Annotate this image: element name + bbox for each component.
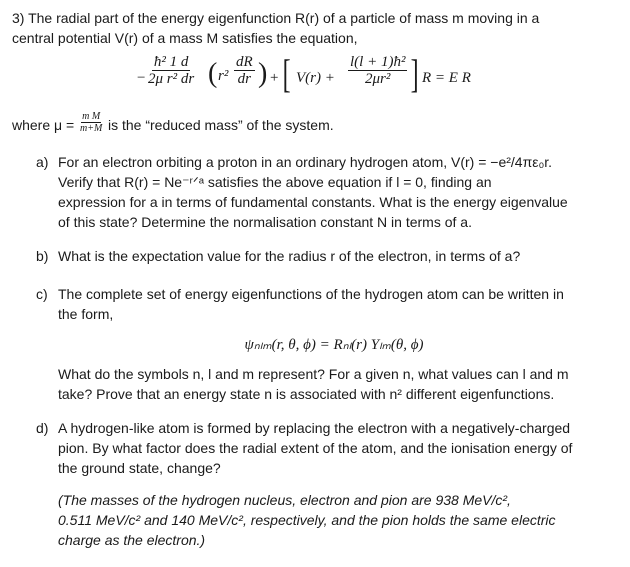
intro-line-2: central potential V(r) of a mass M satisfies the equation,	[12, 30, 358, 46]
eq-frac-dr: $\frac{dR}{dr}$	[236, 54, 253, 87]
part-d-note-1: (The masses of the hydrogen nucleus, electron and pion are 938 MeV/c²,	[58, 492, 511, 508]
eq-rparen: )	[258, 58, 268, 89]
eigenfunction-equation: ψₙₗₘ(r, θ, ϕ) = Rₙₗ(r) Yₗₘ(θ, ϕ)	[244, 337, 424, 353]
part-a-label: a)	[36, 154, 49, 170]
part-a-line-4: of this state? Determine the normalisation constant N in terms of a.	[58, 214, 472, 230]
eq-plus: +	[270, 70, 279, 86]
eq-rhs: R = E R	[422, 70, 471, 86]
part-c-line-3: What do the symbols n, l and m represent? For a given n, what values can l and m	[58, 366, 569, 382]
part-d-note-2: 0.511 MeV/c² and 140 MeV/c², respectively, and the pion holds the same electric	[58, 512, 556, 528]
intro-line-1: 3) The radial part of the energy eigenfunction R(r) of a particle of mass m moving in a	[12, 10, 540, 26]
where-frac: $\frac{\text{m M}}{m+M}$	[80, 111, 103, 134]
where-suffix: is the “reduced mass” of the system.	[108, 117, 334, 133]
part-b-label: b)	[36, 248, 49, 264]
part-c-line-4: take? Prove that an energy state n is associated with n² different eigenfunctions.	[58, 386, 555, 402]
eq-frac-hbar: $\frac{\text{ħ² 1 d}}{\text{2μ r² dr}}$	[148, 54, 195, 87]
eq-r2: r²	[218, 68, 229, 84]
part-d-line-3: the ground state, change?	[58, 460, 221, 476]
part-a-line-2: Verify that R(r) = Ne⁻ʳᐟᵃ satisfies the above equation if l = 0, finding an	[58, 174, 492, 190]
part-b-line-1: What is the expectation value for the radius r of the electron, in terms of a?	[58, 248, 521, 264]
eq-frac-l: $\frac{\text{l(l + 1)ħ²}}{\text{2μr²}}$	[350, 54, 406, 87]
part-d-line-1: A hydrogen-like atom is formed by replacing the electron with a negatively-charged	[58, 420, 571, 436]
part-c-line-2: the form,	[58, 306, 114, 322]
eq-minus: −	[137, 70, 146, 86]
part-d-note-3: charge as the electron.)	[58, 532, 206, 548]
radial-equation	[12, 48, 620, 110]
reduced-mass-line	[12, 110, 620, 142]
eq-lparen: (	[208, 58, 218, 89]
eq-rbracket: ]	[410, 51, 419, 96]
eq-lbracket: [	[282, 51, 291, 96]
part-c-line-1: The complete set of energy eigenfunctions of the hydrogen atom can be written in	[58, 286, 564, 302]
part-d-line-2: pion. By what factor does the radial extent of the atom, and the ionisation energy of	[58, 440, 573, 456]
eq-vr: V(r) +	[296, 70, 335, 86]
part-a-line-1: For an electron orbiting a proton in an ordinary hydrogen atom, V(r) = −e²/4πε₀r.	[58, 154, 553, 170]
part-d-label: d)	[36, 420, 49, 436]
part-c-label: c)	[36, 286, 48, 302]
where-prefix: where μ =	[12, 117, 75, 133]
part-a-line-3: expression for a in terms of fundamental constants. What is the energy eigenvalue	[58, 194, 568, 210]
